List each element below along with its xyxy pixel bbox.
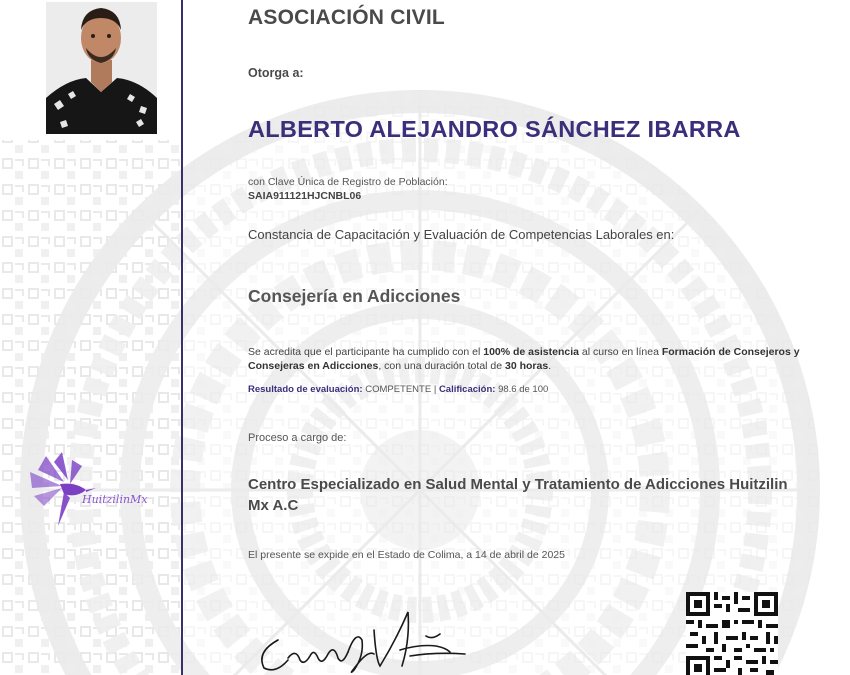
handwritten-signature: [250, 600, 490, 675]
recipient-name: ALBERTO ALEJANDRO SÁNCHEZ IBARRA: [248, 116, 741, 142]
result-label: Resultado de evaluación:: [248, 384, 363, 395]
grade-label: Calificación:: [438, 384, 496, 395]
organization-name: ASOCIACIÓN CIVIL: [248, 6, 445, 29]
accreditation-part: al curso en línea: [578, 346, 662, 358]
grants-label: Otorga a:: [248, 66, 304, 80]
curp-value: SAIA911121HJCNBL06: [248, 190, 362, 202]
evaluation-result: [248, 384, 548, 395]
curp-label: con Clave Única de Registro de Población:: [248, 176, 448, 188]
logo-wordmark: HuitzilinMx: [82, 493, 148, 506]
certificate-intro: Constancia de Capacitación y Evaluación de Competencias Laborales en:: [248, 227, 675, 242]
course-name-highlight: Formación de Consejeros y Consejeras en Adicciones: [248, 346, 800, 372]
training-center-name: Centro Especializado en Salud Mental y Tratamiento de Adicciones Huitzilin Mx A.C: [248, 476, 788, 514]
result-separator: |: [433, 384, 437, 395]
qr-code-icon: [686, 592, 778, 675]
accreditation-part: Se acredita que el participante ha cumplido con el: [248, 346, 484, 358]
issue-statement: El presente se expide en el Estado de Colima, a 14 de abril de 2025: [248, 549, 565, 561]
process-label: Proceso a cargo de:: [248, 432, 347, 444]
duration-highlight: 30 horas: [505, 360, 549, 372]
accreditation-part: , con una duración total de: [378, 360, 505, 372]
accreditation-text: [248, 345, 823, 373]
attendance-highlight: 100% de asistencia: [483, 346, 579, 358]
grade-value: 98.6 de 100: [498, 384, 549, 395]
result-value: COMPETENTE: [365, 384, 432, 395]
accreditation-part: .: [548, 360, 552, 372]
course-title: Consejería en Adicciones: [248, 286, 461, 306]
